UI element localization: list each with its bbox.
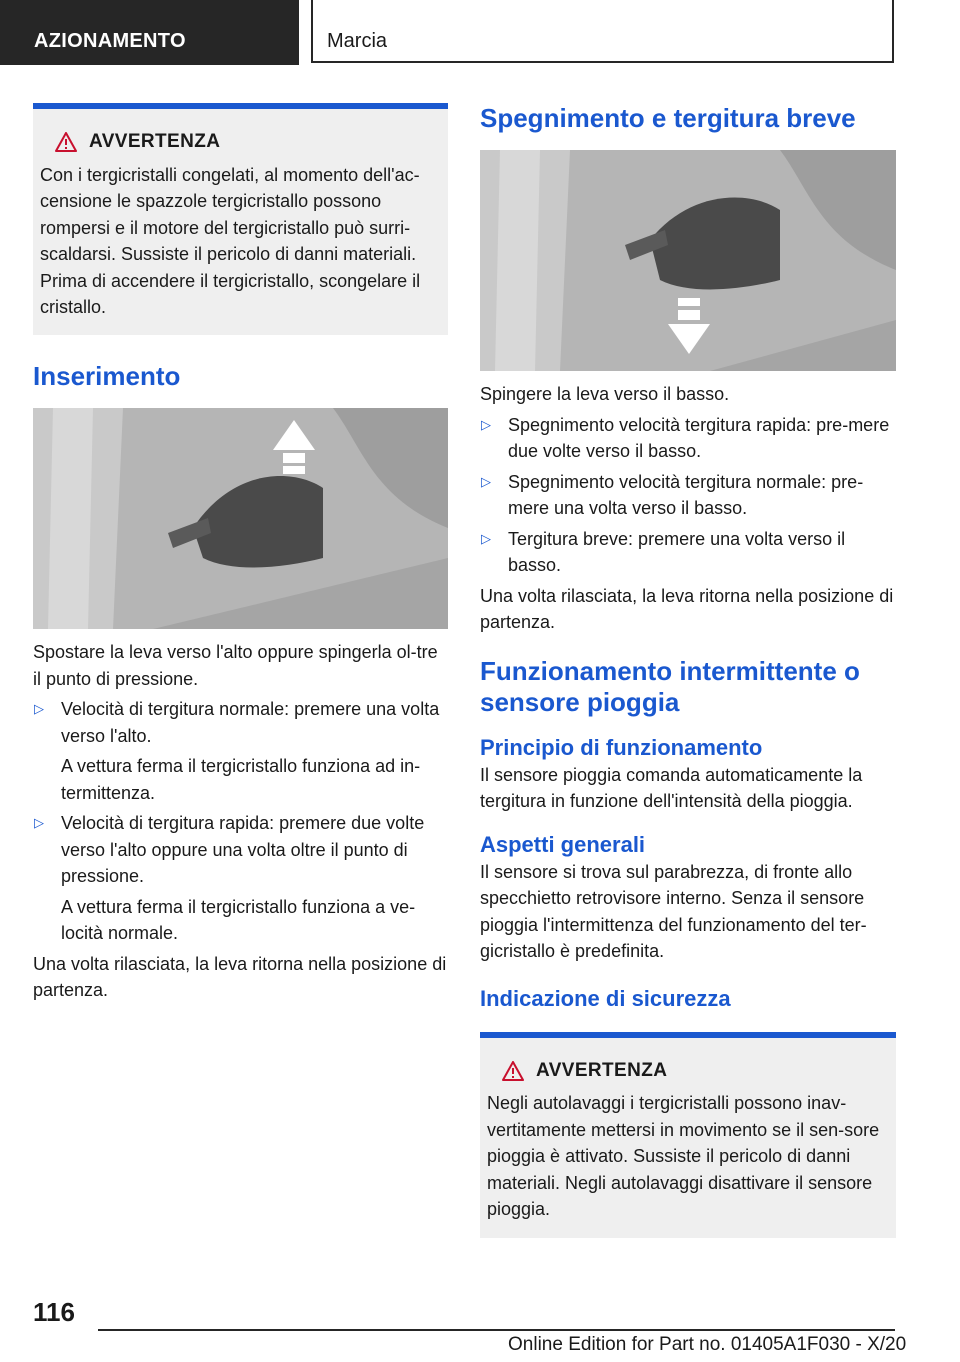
spegnimento-intro: Spingere la leva verso il basso. xyxy=(480,384,730,404)
wiper-lever-up-illustration xyxy=(33,408,448,629)
warning-triangle-icon xyxy=(55,132,77,152)
list-item xyxy=(33,810,448,947)
section-heading-inserimento: Inserimento xyxy=(33,361,181,391)
list-item xyxy=(480,412,896,465)
subheading-aspetti: Aspetti generali xyxy=(480,831,646,857)
subheading-sicurezza: Indicazione di sicurezza xyxy=(480,985,731,1011)
inserimento-intro: Spostare la leva verso l'alto oppure spingerla ol-tre il punto di pressione. xyxy=(33,642,438,689)
list-item-text: Spegnimento velocità tergitura normale: pre-mere una volta verso il basso. xyxy=(508,471,864,518)
list-item xyxy=(33,696,448,806)
section-heading-funzionamento: Funzionamento intermittente o sensore pioggia xyxy=(480,655,860,717)
list-item-sub: A vettura ferma il tergicristallo funziona a ve-locità normale. xyxy=(61,896,416,943)
warning-box xyxy=(33,103,448,335)
list-item xyxy=(480,526,896,579)
list-item-text: Tergitura breve: premere una volta verso il basso. xyxy=(508,528,846,575)
triangle-bullet-icon: ▷ xyxy=(481,416,491,432)
list-item-sub: A vettura ferma il tergicristallo funziona ad in-termittenza. xyxy=(61,756,421,803)
warning-text: Con i tergicristalli congelati, al momento dell'ac-censione le spazzole tergicristallo possono rompersi e il motore del tergicristallo può surri-scaldarsi. Sussiste il pericolo di danni materiali. Prima di accendere il tergicristallo, scongelare il cristallo. xyxy=(40,164,421,317)
section-header-tab xyxy=(0,0,299,65)
inserimento-outro: Una volta rilasciata, la leva ritorna nella posizione di partenza. xyxy=(33,953,447,1000)
spegnimento-outro: Una volta rilasciata, la leva ritorna nella posizione di partenza. xyxy=(480,585,894,632)
warning-title: AVVERTENZA xyxy=(536,1059,668,1081)
aspetti-text: Il sensore si trova sul parabrezza, di fronte allo specchietto retrovisore interno. Senza il sensore pioggia l'intermittenza del funzionamento del ter-gicristallo è predefinita. xyxy=(480,861,867,961)
subheading-principio: Principio di funzionamento xyxy=(480,734,763,760)
triangle-bullet-icon: ▷ xyxy=(34,815,44,830)
list-item-text: Velocità di tergitura normale: premere una volta verso l'alto. xyxy=(61,699,440,746)
section-heading-spegnimento: Spegnimento e tergitura breve xyxy=(480,103,856,133)
footer-rule xyxy=(98,1329,895,1331)
chapter-title: Marcia xyxy=(327,30,388,52)
list-item-text: Velocità di tergitura rapida: premere due volte verso l'alto oppure una volta oltre il punto di pressione. xyxy=(61,813,425,886)
list-item xyxy=(480,469,896,522)
warning-title: AVVERTENZA xyxy=(89,131,221,152)
principio-text: Il sensore pioggia comanda automaticamente la tergitura in funzione dell'intensità della pioggia. xyxy=(480,764,863,811)
footer-edition: Online Edition for Part no. 01405A1F030 - X/20 xyxy=(508,1334,907,1355)
right-column xyxy=(480,103,896,1238)
triangle-bullet-icon: ▷ xyxy=(481,473,491,489)
triangle-bullet-icon: ▷ xyxy=(34,701,44,716)
wiper-lever-down-illustration xyxy=(480,150,896,371)
page-number: 116 xyxy=(33,1297,75,1327)
section-title: AZIONAMENTO xyxy=(34,30,186,52)
left-column xyxy=(33,103,448,1004)
chapter-header-tab xyxy=(311,0,894,63)
warning-triangle-icon xyxy=(502,1061,524,1081)
warning-text: Negli autolavaggi i tergicristalli possono inav-vertitamente mettersi in movimento se il sen-sore pioggia è attivato. Sussiste il pericolo di danni materiali. Negli autolavaggi disattivare il sensore pioggia. xyxy=(487,1093,880,1219)
list-item-text: Spegnimento velocità tergitura rapida: pre-mere due volte verso il basso. xyxy=(508,414,890,461)
triangle-bullet-icon: ▷ xyxy=(481,530,491,546)
warning-box xyxy=(480,1032,896,1238)
